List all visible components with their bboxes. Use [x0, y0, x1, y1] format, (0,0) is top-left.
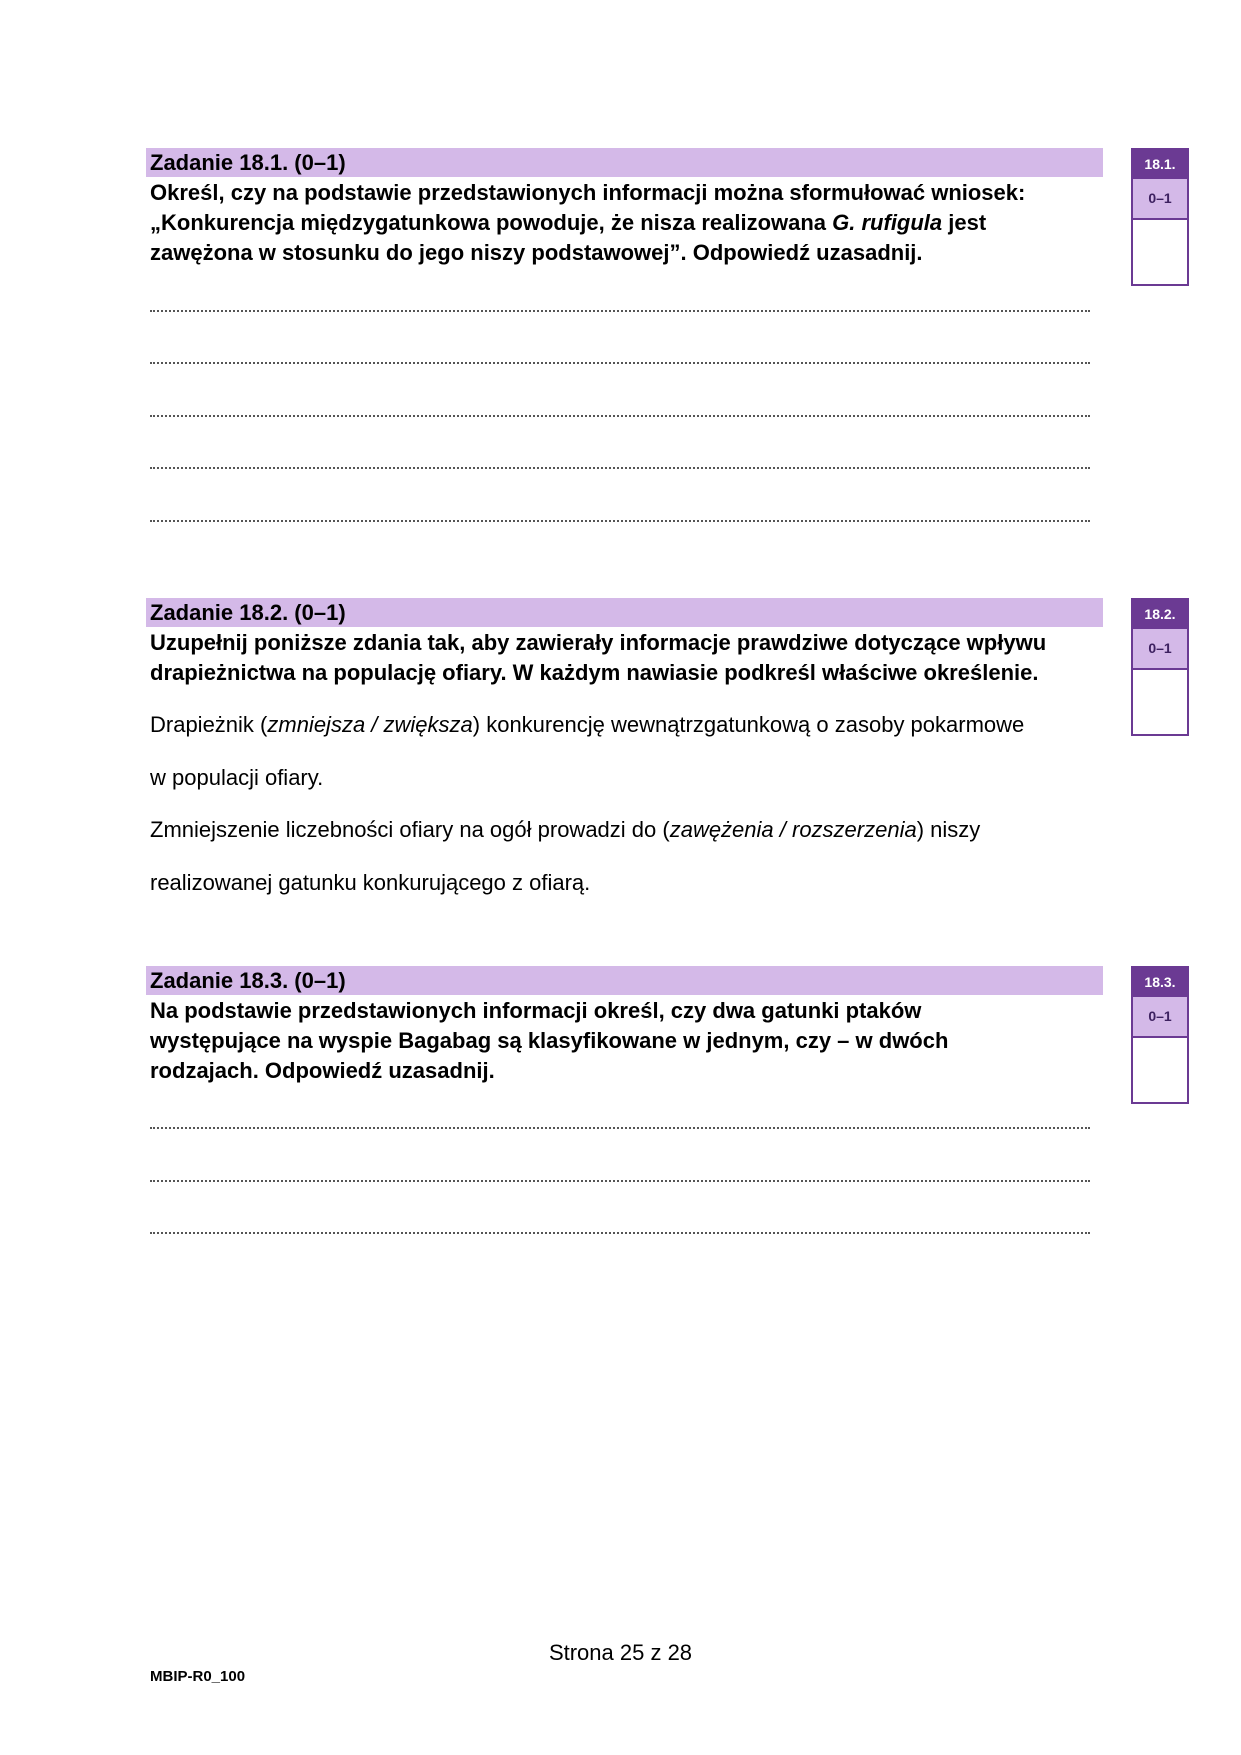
score-field[interactable] — [1133, 670, 1187, 734]
sentence-2: Zmniejszenie liczebności ofiary na ogół prowadzi do (zawężenia / rozszerzenia) niszy — [150, 817, 981, 842]
score-field[interactable] — [1133, 220, 1187, 284]
task-18-3-question: Na podstawie przedstawionych informacji określ, czy dwa gatunki ptaków występujące na wyspie Bagabag są klasyfikowane w jednym, czy – w dwóch rodzajach. Odpowiedź uzasadnij. — [150, 998, 949, 1083]
answer-line[interactable] — [150, 1232, 1090, 1234]
page-number: Strona 25 z 28 — [548, 1640, 693, 1665]
sentence-1-continuation: w populacji ofiary. — [150, 765, 324, 790]
score-range: 0–1 — [1133, 629, 1187, 670]
option-choice[interactable]: zmniejsza / zwiększa — [267, 712, 473, 737]
sentence-2-continuation: realizowanej gatunku konkurującego z ofiarą. — [150, 870, 591, 895]
answer-line[interactable] — [150, 362, 1090, 364]
score-range: 0–1 — [1133, 997, 1187, 1038]
exam-code: MBIP-R0_100 — [150, 1668, 246, 1685]
answer-line[interactable] — [150, 1180, 1090, 1182]
task-18-2-header: Zadanie 18.2. (0–1) — [146, 598, 1103, 627]
answer-line[interactable] — [150, 415, 1090, 417]
option-choice[interactable]: zawężenia / rozszerzenia — [669, 817, 917, 842]
score-box-18-2 — [1131, 598, 1189, 736]
score-label: 18.2. — [1133, 600, 1187, 629]
task-18-1-question: Określ, czy na podstawie przedstawionych informacji można sformułować wniosek: „Konkurencja międzygatunkowa powoduje, że nisza realizowana G. rufigula jest zawężona w stosunku do jego niszy podstawowej”. Odpowiedź uzasadnij. — [150, 180, 1026, 265]
task-18-3-header: Zadanie 18.3. (0–1) — [146, 966, 1103, 995]
score-range: 0–1 — [1133, 179, 1187, 220]
answer-line[interactable] — [150, 520, 1090, 522]
score-field[interactable] — [1133, 1038, 1187, 1102]
task-18-2-question: Uzupełnij poniższe zdania tak, aby zawierały informacje prawdziwe dotyczące wpływu drapieżnictwa na populację ofiary. W każdym nawiasie podkreśl właściwe określenie. — [150, 630, 1047, 685]
score-label: 18.1. — [1133, 150, 1187, 179]
answer-line[interactable] — [150, 1127, 1090, 1129]
score-box-18-1 — [1131, 148, 1189, 286]
task-18-1-header: Zadanie 18.1. (0–1) — [146, 148, 1103, 177]
answer-line[interactable] — [150, 310, 1090, 312]
sentence-1: Drapieżnik (zmniejsza / zwiększa) konkurencję wewnątrzgatunkową o zasoby pokarmowe — [150, 712, 1025, 737]
score-label: 18.3. — [1133, 968, 1187, 997]
score-box-18-3 — [1131, 966, 1189, 1104]
answer-line[interactable] — [150, 467, 1090, 469]
